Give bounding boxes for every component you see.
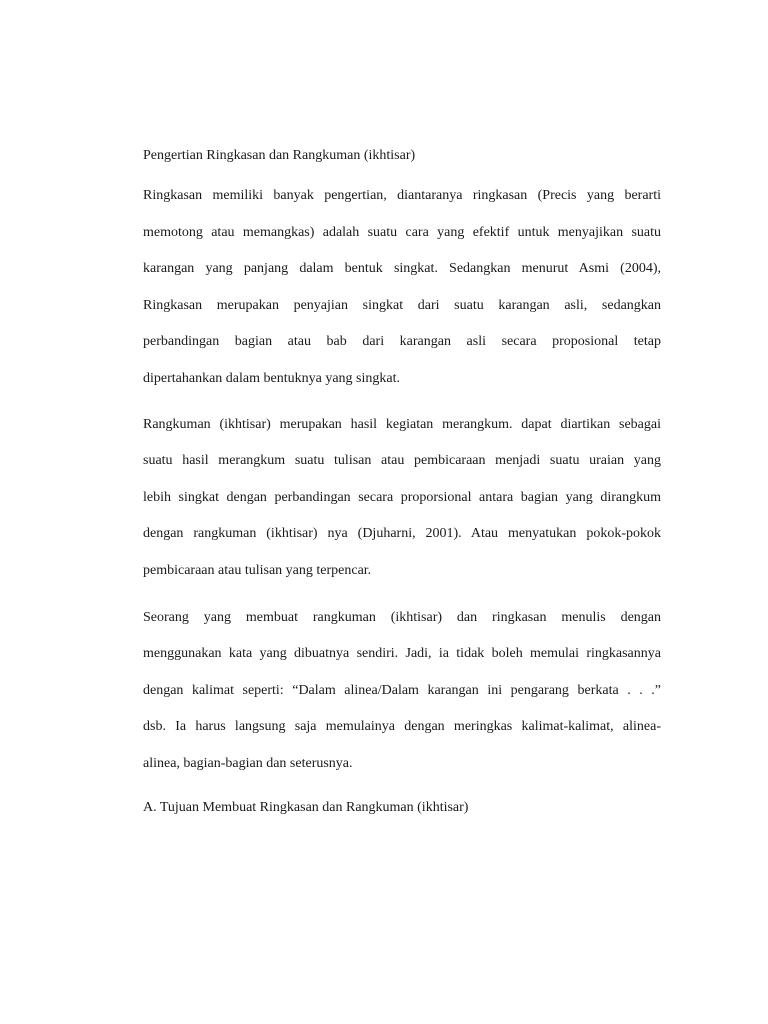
paragraph-line: menggunakan kata yang dibuatnya sendiri. Jadi, ia tidak boleh memulai ringkasannya bbox=[143, 646, 661, 662]
paragraph-line: karangan yang panjang dalam bentuk singkat. Sedangkan menurut Asmi (2004), bbox=[143, 261, 661, 277]
section-heading: A. Tujuan Membuat Ringkasan dan Rangkuman (ikhtisar) bbox=[143, 799, 469, 815]
paragraph-line: memotong atau memangkas) adalah suatu cara yang efektif untuk menyajikan suatu bbox=[143, 224, 661, 240]
document-body bbox=[143, 140, 661, 824]
page-title: Pengertian Ringkasan dan Rangkuman (ikhtisar) bbox=[143, 148, 416, 163]
paragraph-ringkasan bbox=[143, 178, 661, 398]
paragraph-line: perbandingan bagian atau bab dari karangan asli secara proposional tetap bbox=[143, 334, 661, 350]
paragraph-line: Ringkasan merupakan penyajian singkat dari suatu karangan asli, sedangkan bbox=[143, 297, 661, 313]
paragraph-line: Rangkuman (ikhtisar) merupakan hasil kegiatan merangkum. dapat diartikan sebagai bbox=[143, 416, 661, 432]
paragraph-line: pembicaraan atau tulisan yang terpencar. bbox=[143, 562, 372, 578]
paragraph-line: dsb. Ia harus langsung saja memulainya dengan meringkas kalimat-kalimat, alinea- bbox=[143, 719, 661, 735]
paragraph-rangkuman bbox=[143, 407, 661, 590]
paragraph-line: dipertahankan dalam bentuknya yang singkat. bbox=[143, 370, 400, 386]
paragraph-line: suatu hasil merangkum suatu tulisan atau pembicaraan menjadi suatu uraian yang bbox=[143, 453, 661, 469]
paragraph-line: dengan kalimat seperti: “Dalam alinea/Dalam karangan ini pengarang berkata . . .” bbox=[143, 682, 661, 698]
paragraph-penulisan bbox=[143, 600, 661, 783]
paragraph-line: Seorang yang membuat rangkuman (ikhtisar) dan ringkasan menulis dengan bbox=[143, 609, 661, 625]
paragraph-line: Ringkasan memiliki banyak pengertian, diantaranya ringkasan (Precis yang berarti bbox=[143, 188, 661, 203]
paragraph-line: dengan rangkuman (ikhtisar) nya (Djuharni, 2001). Atau menyatukan pokok-pokok bbox=[143, 526, 661, 542]
paragraph-line: lebih singkat dengan perbandingan secara proporsional antara bagian yang dirangkum bbox=[143, 489, 661, 505]
paragraph-line: alinea, bagian-bagian dan seterusnya. bbox=[143, 755, 353, 771]
